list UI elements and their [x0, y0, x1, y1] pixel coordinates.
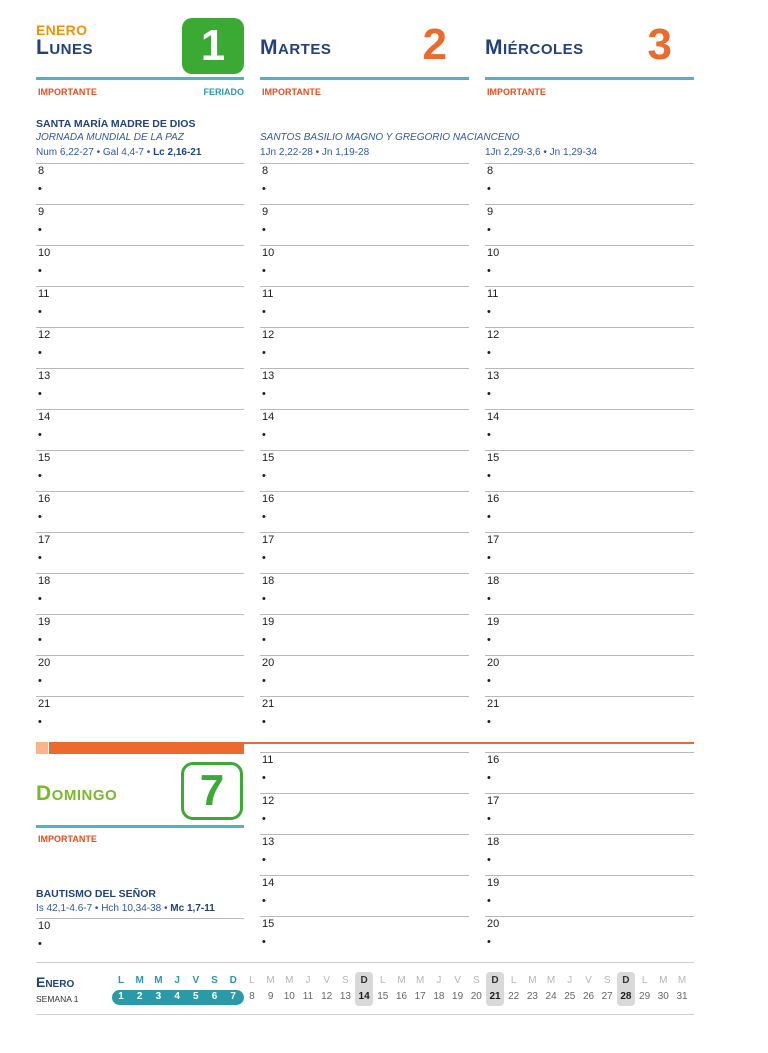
calendar-weekday-letter: M [677, 975, 687, 986]
calendar-day-number[interactable]: 29 [639, 991, 651, 1002]
hour-slots [36, 918, 244, 952]
calendar-day-number[interactable]: 11 [302, 991, 314, 1002]
hour-slot[interactable] [36, 918, 244, 952]
calendar-day-number[interactable]: 6 [211, 991, 218, 1002]
bullet-point: • [38, 552, 42, 564]
bullet-point: • [38, 938, 42, 950]
bullet-point: • [487, 511, 491, 523]
hour-slot[interactable] [485, 573, 694, 614]
calendar-day-number[interactable]: 25 [564, 991, 576, 1002]
bullet-point: • [487, 813, 491, 825]
hour-slot[interactable] [260, 752, 469, 793]
bullet-point: • [262, 634, 266, 646]
hour-slots [485, 752, 694, 950]
hour-label: 16 [487, 754, 500, 766]
calendar-day-number[interactable]: 21 [489, 991, 501, 1002]
hour-label: 8 [487, 165, 494, 177]
hour-label: 16 [262, 493, 275, 505]
important-label: IMPORTANTE [38, 87, 97, 97]
hour-label: 14 [487, 411, 500, 423]
hour-label: 20 [487, 918, 500, 930]
hour-label: 9 [38, 206, 45, 218]
calendar-weekday-letter: J [567, 975, 573, 986]
hour-slot[interactable] [260, 204, 469, 245]
calendar-weekday-letter: M [546, 975, 556, 986]
hour-label: 19 [487, 877, 500, 889]
hour-slot[interactable] [36, 245, 244, 286]
readings: Is 42,1-4.6-7 • Hch 10,34-38 • Mc 1,7-11 [36, 903, 215, 914]
hour-slot[interactable] [485, 327, 694, 368]
calendar-weekday-letter: M [154, 975, 163, 986]
calendar-weekday-letter: L [641, 975, 648, 986]
hour-label: 12 [38, 329, 51, 341]
calendar-weekday-letter: V [454, 975, 461, 986]
calendar-day-number[interactable]: 10 [283, 991, 295, 1002]
calendar-weekday-letter: S [211, 975, 218, 986]
hour-slot[interactable] [36, 696, 244, 737]
hour-slot[interactable] [485, 163, 694, 204]
hour-slot[interactable] [485, 286, 694, 327]
bullet-point: • [487, 552, 491, 564]
hour-slot[interactable] [260, 245, 469, 286]
calendar-weekday-letter: M [285, 975, 294, 986]
hour-slot[interactable] [260, 875, 469, 916]
calendar-day-number[interactable]: 22 [508, 991, 520, 1002]
hour-label: 20 [487, 657, 500, 669]
hour-slot[interactable] [260, 163, 469, 204]
hour-label: 10 [38, 920, 51, 932]
jornada-text: JORNADA MUNDIAL DE LA PAZ [36, 132, 184, 143]
bullet-point: • [262, 772, 266, 784]
bullet-point: • [262, 854, 266, 866]
bullet-point: • [487, 183, 491, 195]
calendar-weekday-letter: J [436, 975, 442, 986]
hour-label: 17 [262, 534, 275, 546]
hour-label: 11 [38, 288, 50, 300]
hour-label: 12 [262, 329, 275, 341]
important-label: IMPORTANTE [262, 87, 321, 97]
calendar-weekday-letter: D [491, 975, 499, 986]
hour-slot[interactable] [260, 573, 469, 614]
calendar-day-number[interactable]: 18 [433, 991, 445, 1002]
bullet-point: • [38, 593, 42, 605]
calendar-day-number[interactable]: 14 [358, 991, 370, 1002]
hour-slot[interactable] [485, 752, 694, 793]
hour-label: 18 [38, 575, 51, 587]
calendar-weekday-letter: M [135, 975, 144, 986]
bullet-point: • [262, 552, 266, 564]
hour-slot[interactable] [260, 916, 469, 950]
bullet-point: • [262, 470, 266, 482]
section-separator [244, 742, 694, 744]
hour-slot[interactable] [36, 368, 244, 409]
bullet-point: • [262, 388, 266, 400]
hour-slots [485, 163, 694, 737]
hour-label: 9 [487, 206, 494, 218]
hour-slot[interactable] [485, 204, 694, 245]
hour-label: 19 [38, 616, 51, 628]
calendar-day-number[interactable]: 3 [155, 991, 162, 1002]
hour-label: 12 [262, 795, 275, 807]
hour-slot[interactable] [260, 696, 469, 737]
hour-slots [260, 752, 469, 950]
hour-slot[interactable] [485, 450, 694, 491]
calendar-weekday-letter: D [229, 975, 237, 986]
calendar-day-number[interactable]: 1 [118, 991, 124, 1002]
calendar-day-number[interactable]: 5 [193, 991, 199, 1002]
hour-slot[interactable] [260, 409, 469, 450]
day-name: Miércoles [485, 36, 584, 59]
bullet-point: • [262, 183, 266, 195]
bullet-point: • [38, 265, 42, 277]
hour-label: 15 [262, 452, 275, 464]
bullet-point: • [38, 511, 42, 523]
saint-title: SANTA MARÍA MADRE DE DIOS [36, 118, 196, 130]
calendar-day-number[interactable]: 8 [249, 991, 255, 1002]
hour-slot[interactable] [485, 834, 694, 875]
calendar-day-number[interactable]: 13 [339, 991, 351, 1002]
sunday-number-badge: 7 [181, 762, 243, 820]
hour-label: 15 [38, 452, 51, 464]
header-bar [260, 77, 469, 80]
bullet-point: • [262, 895, 266, 907]
hour-label: 21 [38, 698, 51, 710]
bullet-point: • [262, 593, 266, 605]
bullet-point: • [262, 716, 266, 728]
hour-label: 17 [38, 534, 51, 546]
hour-label: 20 [262, 657, 275, 669]
hour-slot[interactable] [485, 409, 694, 450]
bullet-point: • [487, 347, 491, 359]
hour-label: 8 [38, 165, 45, 177]
bullet-point: • [262, 675, 266, 687]
hour-slot[interactable] [36, 491, 244, 532]
calendar-weekday-letter: L [117, 975, 125, 986]
hour-slot[interactable] [36, 614, 244, 655]
hour-slot[interactable] [485, 875, 694, 916]
bullet-point: • [38, 716, 42, 728]
sunday-accent-bar [49, 742, 244, 754]
bullet-point: • [487, 854, 491, 866]
calendar-day-number[interactable]: 15 [377, 991, 389, 1002]
hour-slot[interactable] [36, 409, 244, 450]
hour-slot[interactable] [260, 655, 469, 696]
header-bar [485, 77, 694, 80]
calendar-weekday-letter: V [192, 975, 200, 986]
bullet-point: • [262, 511, 266, 523]
holiday-label: FERIADO [203, 87, 244, 97]
hour-slots [260, 163, 469, 737]
bullet-point: • [38, 224, 42, 236]
hour-label: 16 [487, 493, 500, 505]
calendar-day-number[interactable]: 28 [620, 991, 632, 1002]
bullet-point: • [262, 936, 266, 948]
hour-slot[interactable] [260, 450, 469, 491]
calendar-day-number[interactable]: 16 [395, 991, 408, 1002]
hour-label: 14 [262, 411, 275, 423]
bullet-point: • [487, 634, 491, 646]
bullet-point: • [38, 470, 42, 482]
calendar-weekday-letter: V [585, 975, 592, 986]
hour-slot[interactable] [260, 793, 469, 834]
bullet-point: • [487, 388, 491, 400]
bullet-point: • [38, 675, 42, 687]
bullet-point: • [262, 813, 266, 825]
hour-slot[interactable] [260, 368, 469, 409]
hour-slot[interactable] [485, 793, 694, 834]
calendar-day-number[interactable]: 31 [676, 991, 688, 1002]
hour-slot[interactable] [485, 696, 694, 737]
calendar-weekday-letter: L [510, 975, 517, 986]
hour-label: 12 [487, 329, 500, 341]
header-bar [36, 77, 244, 80]
hour-slot[interactable] [36, 532, 244, 573]
hour-slot[interactable] [36, 450, 244, 491]
hour-label: 19 [262, 616, 275, 628]
calendar-weekday-letter: S [603, 975, 611, 986]
bullet-point: • [262, 224, 266, 236]
bullet-point: • [487, 772, 491, 784]
calendar-day-number[interactable]: 24 [545, 991, 557, 1002]
hour-label: 8 [262, 165, 269, 177]
day-name: Lunes [36, 36, 94, 59]
bullet-point: • [487, 675, 491, 687]
calendar-month: Enero [36, 974, 75, 990]
sunday-header-bar [36, 825, 244, 828]
bullet-point: • [262, 306, 266, 318]
calendar-weekday-letter: D [622, 975, 630, 986]
hour-label: 16 [38, 493, 51, 505]
calendar-weekday-letter: M [659, 975, 668, 986]
day-number-badge: 1 [182, 18, 244, 74]
bullet-point: • [487, 224, 491, 236]
calendar-day-number[interactable]: 4 [174, 991, 180, 1002]
calendar-weekday-letter: D [360, 975, 368, 986]
hour-label: 21 [262, 698, 275, 710]
bullet-point: • [487, 265, 491, 277]
hour-label: 13 [262, 370, 275, 382]
calendar-divider [36, 962, 694, 963]
calendar-weekday-letter: S [472, 975, 480, 986]
calendar-weekday-letter: M [397, 975, 406, 986]
hour-slot[interactable] [36, 204, 244, 245]
hour-label: 13 [487, 370, 500, 382]
hour-label: 10 [262, 247, 275, 259]
bullet-point: • [262, 347, 266, 359]
hour-label: 18 [487, 836, 500, 848]
important-label: IMPORTANTE [38, 834, 97, 844]
bullet-point: • [487, 716, 491, 728]
sunday-name: Domingo [36, 782, 118, 805]
calendar-day-number[interactable]: 30 [657, 991, 669, 1002]
day-number: 2 [422, 20, 447, 69]
calendar-weekday-letter: M [528, 975, 537, 986]
sunday-accent-light [36, 742, 48, 754]
calendar-weekday-letter: M [266, 975, 275, 986]
calendar-weekday-letter: V [323, 975, 331, 986]
calendar-day-number[interactable]: 23 [526, 991, 538, 1002]
hour-slot[interactable] [260, 532, 469, 573]
bullet-point: • [38, 388, 42, 400]
hour-slot[interactable] [36, 163, 244, 204]
calendar-weekday-letter: J [174, 975, 180, 986]
bullet-point: • [487, 470, 491, 482]
hour-label: 15 [487, 452, 500, 464]
bullet-point: • [38, 429, 42, 441]
hour-label: 20 [38, 657, 51, 669]
bullet-point: • [487, 593, 491, 605]
hour-slot[interactable] [36, 573, 244, 614]
hour-label: 14 [38, 411, 51, 423]
bullet-point: • [38, 634, 42, 646]
hour-slot[interactable] [485, 614, 694, 655]
readings: 1Jn 2,29-3,6 • Jn 1,29-34 [485, 147, 597, 158]
hour-label: 13 [262, 836, 275, 848]
calendar-weekday-letter: J [305, 975, 311, 986]
calendar-day-number[interactable]: 12 [321, 991, 333, 1002]
calendar-day-number[interactable]: 27 [601, 991, 613, 1002]
hour-slot[interactable] [485, 916, 694, 950]
hour-label: 18 [487, 575, 500, 587]
calendar-day-number[interactable]: 20 [470, 991, 482, 1002]
calendar-day-number[interactable]: 19 [452, 991, 464, 1002]
hour-label: 11 [487, 288, 499, 300]
bullet-point: • [487, 429, 491, 441]
hour-label: 14 [262, 877, 275, 889]
calendar-weekday-letter: L [249, 975, 255, 986]
hour-slot[interactable] [36, 286, 244, 327]
hour-slots [36, 163, 244, 737]
calendar-day-number[interactable]: 2 [136, 991, 143, 1002]
hour-label: 11 [262, 288, 274, 300]
bullet-point: • [38, 306, 42, 318]
calendar-day-number[interactable]: 17 [414, 991, 426, 1002]
readings: 1Jn 2,22-28 • Jn 1,19-28 [260, 147, 370, 158]
bullet-point: • [487, 936, 491, 948]
day-number: 3 [647, 20, 672, 69]
bullet-point: • [38, 347, 42, 359]
hour-label: 19 [487, 616, 500, 628]
hour-slot[interactable] [260, 614, 469, 655]
hour-label: 17 [487, 795, 500, 807]
hour-label: 13 [38, 370, 51, 382]
calendar-divider [36, 1014, 694, 1015]
hour-slot[interactable] [36, 327, 244, 368]
hour-slot[interactable] [485, 245, 694, 286]
calendar-day-number[interactable]: 9 [267, 991, 274, 1002]
hour-label: 17 [487, 534, 500, 546]
calendar-weekday-letter: M [416, 975, 425, 986]
hour-slot[interactable] [260, 286, 469, 327]
calendar-day-number[interactable]: 7 [230, 991, 236, 1002]
hour-label: 10 [487, 247, 500, 259]
important-label: IMPORTANTE [487, 87, 546, 97]
hour-label: 18 [262, 575, 275, 587]
bullet-point: • [487, 306, 491, 318]
hour-label: 15 [262, 918, 275, 930]
bullet-point: • [487, 895, 491, 907]
hour-label: 10 [38, 247, 51, 259]
hour-slot[interactable] [485, 491, 694, 532]
hour-label: 11 [262, 754, 274, 766]
hour-slot[interactable] [485, 368, 694, 409]
hour-slot[interactable] [260, 834, 469, 875]
calendar-day-number[interactable]: 26 [582, 991, 595, 1002]
day-name: Martes [260, 36, 332, 59]
bullet-point: • [38, 183, 42, 195]
hour-slot[interactable] [485, 532, 694, 573]
bullet-point: • [262, 265, 266, 277]
hour-slot[interactable] [260, 327, 469, 368]
readings: Num 6,22-27 • Gal 4,4-7 • Lc 2,16-21 [36, 147, 202, 158]
hour-label: 21 [487, 698, 500, 710]
hour-slot[interactable] [260, 491, 469, 532]
month-label: ENERO [36, 22, 88, 38]
calendar-weekday-letter: S [342, 975, 349, 986]
saint-text: SANTOS BASILIO MAGNO Y GREGORIO NACIANCENO [260, 132, 520, 143]
hour-slot[interactable] [36, 655, 244, 696]
hour-slot[interactable] [485, 655, 694, 696]
calendar-week-label: SEMANA 1 [36, 994, 79, 1004]
hour-label: 9 [262, 206, 269, 218]
saint-title: BAUTISMO DEL SEÑOR [36, 888, 156, 900]
bullet-point: • [262, 429, 266, 441]
calendar-weekday-letter: L [380, 975, 386, 986]
